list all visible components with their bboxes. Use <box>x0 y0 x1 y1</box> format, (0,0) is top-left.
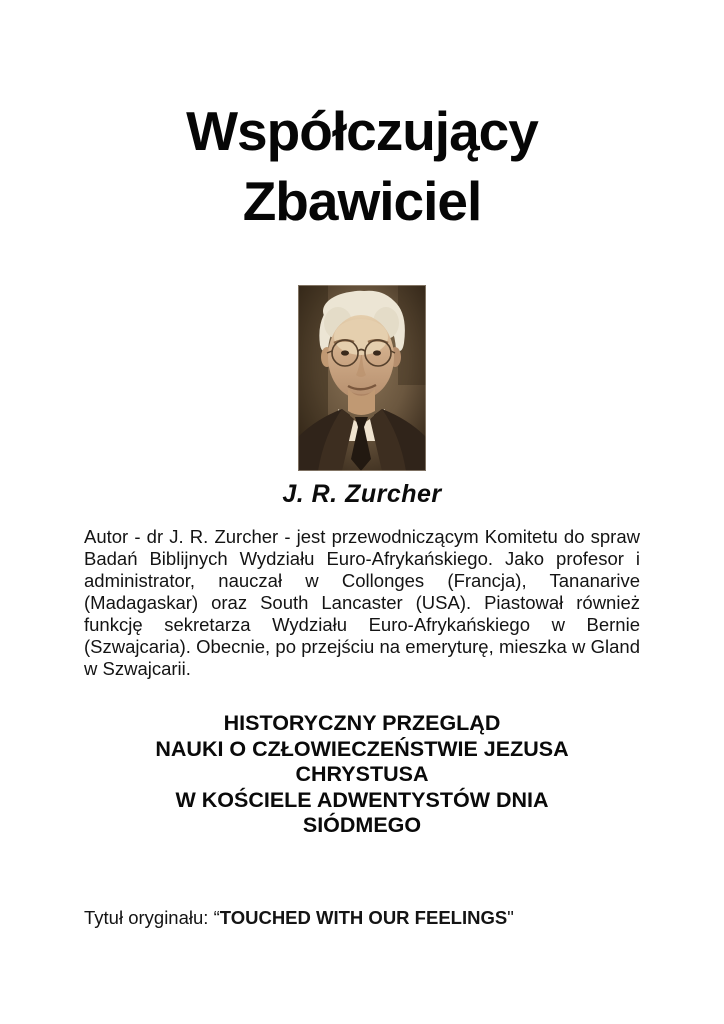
subtitle-heading-line-5: SIÓDMEGO <box>302 813 422 837</box>
subtitle-heading-line-1: HISTORYCZNY PRZEGLĄD <box>223 711 501 735</box>
photo-caption: J. R. Zurcher <box>282 480 442 508</box>
original-title-prefix: Tytuł oryginału: <box>84 906 214 928</box>
author-bio-paragraph: Autor - dr J. R. Zurcher - jest przewodniczącym Komitetu do spraw Badań Biblijnych Wydziału Euro-Afrykańskiego. Jako profesor i administrator, nauczał w Collonges (Francja), Tananarive (Madagaskar) oraz South Lancaster (USA). Piastował również funkcję sekretarza Wydziału Euro-Afrykańskiego w Bernie (Szwajcaria). Obecnie, po przejściu na emeryturę, mieszka w Gland w Szwajcarii. <box>84 526 640 679</box>
original-title-open-quote: “ <box>213 906 220 928</box>
author-photo <box>298 285 426 471</box>
main-title <box>0 0 724 236</box>
subtitle-heading <box>0 711 724 839</box>
main-title-line-2: Zbawiciel <box>242 170 482 232</box>
subtitle-heading-line-3: CHRYSTUSA <box>295 762 429 786</box>
main-title-line-1: Współczujący <box>186 100 538 162</box>
subtitle-heading-line-4: W KOŚCIELE ADWENTYSTÓW DNIA <box>175 787 549 812</box>
original-title-close-quote: " <box>507 906 514 928</box>
subtitle-heading-line-2: NAUKI O CZŁOWIECZEŃSTWIE JEZUSA <box>155 736 569 761</box>
original-title-line <box>84 907 640 929</box>
author-photo-image <box>298 285 426 471</box>
original-title-text: TOUCHED WITH OUR FEELINGS <box>219 906 508 928</box>
